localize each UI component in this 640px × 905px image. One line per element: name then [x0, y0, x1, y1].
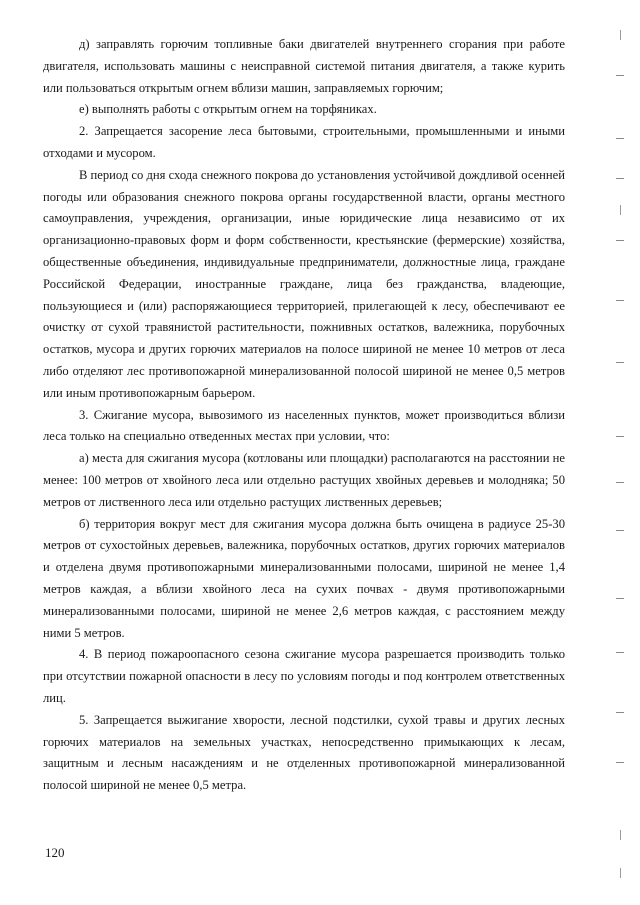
- margin-tick: [616, 300, 624, 301]
- paragraph-item-2-littering: 2. Запрещается засорение леса бытовыми, строительными, промышленными и иными отходами и мусором.: [43, 124, 565, 160]
- paragraph-peat-fire: е) выполнять работы с открытым огнем на торфяниках.: [79, 102, 377, 117]
- paragraph-fueling: д) заправлять горючим топливные баки двигателей внутреннего сгорания при работе двигателя, использовать машины с неисправной системой питания двигателя, а также курить или пользоваться открытым огнем вблизи машин, заправляемых горючим;: [43, 37, 565, 95]
- page-number: 120: [45, 845, 65, 860]
- margin-tick: [620, 830, 621, 840]
- paragraph-subitem-a-distance: а) места для сжигания мусора (котлованы или площадки) располагаются на расстоянии не менее: 100 метров от хвойного леса или отдельно растущих хвойных деревьев и молодняка; 50 метров от лиственного леса или отдельно растущих лиственных деревьев;: [43, 451, 565, 509]
- paragraph-item-4-fire-season: 4. В период пожароопасного сезона сжигание мусора разрешается производить только при отсутствии пожарной опасности в лесу по условиям погоды и под контролем ответственных лиц.: [43, 647, 565, 705]
- margin-tick: [616, 75, 624, 76]
- margin-tick: [616, 762, 624, 763]
- margin-tick: [616, 652, 624, 653]
- margin-tick: [616, 178, 624, 179]
- margin-tick: [620, 205, 621, 215]
- margin-tick: [620, 868, 621, 878]
- margin-tick: [616, 712, 624, 713]
- margin-tick: [616, 240, 624, 241]
- paragraph-subitem-b-territory: б) территория вокруг мест для сжигания мусора должна быть очищена в радиусе 25-30 метров от сухостойных деревьев, валежника, порубочных остатков, других горючих материалов и отделена двумя противопожарными минерализованными полосами, шириной не менее 1,4 метров каждая, а вблизи хвойного леса на сухих почвах - двумя противопожарными минерализованными полосами, шириной не менее 2,6 метров каждая, с расстоянием между ними 5 метров.: [43, 516, 565, 640]
- margin-tick: [616, 530, 624, 531]
- paragraph-clearing-period: В период со дня схода снежного покрова до установления устойчивой дождливой осенней погоды или образования снежного покрова органы государственной власти, органы местного самоуправления, учреждения, организации, иные юридические лица независимо от их организационно-правовых форм и форм собственности, крестьянские (фермерские) хозяйства, общественные объединения, индивидуальные предприниматели, должностные лица, граждане Российской Федерации, иностранные граждане, лица без гражданства, владеющие, пользующиеся и (или) распоряжающиеся территорией, прилегающей к лесу, обеспечивают ее очистку от сухой травянистой растительности, пожнивных остатков, валежника, порубочных остатков, мусора и других горючих материалов на полосе шириной не менее 10 метров от леса либо отделяют лес противопожарной минерализованной полосой шириной не менее 0,5 метров или иным противопожарным барьером.: [43, 167, 565, 400]
- binding-margin-marks: [610, 0, 640, 905]
- margin-tick: [616, 362, 624, 363]
- margin-tick: [616, 482, 624, 483]
- margin-tick: [620, 30, 621, 40]
- margin-tick: [616, 138, 624, 139]
- document-body: [43, 34, 565, 797]
- margin-tick: [616, 436, 624, 437]
- paragraph-item-3-burning: 3. Сжигание мусора, вывозимого из населенных пунктов, может производиться вблизи леса только на специально отведенных местах при условии, что:: [43, 407, 565, 444]
- paragraph-item-5-burning-ban: 5. Запрещается выжигание хворости, лесной подстилки, сухой травы и других лесных горючих материалов на земельных участках, непосредственно примыкающих к лесам, защитным и лесным насаждениям и не отделенных противопожарной минерализованной полосой шириной не менее 0,5 метра.: [43, 712, 565, 793]
- margin-tick: [616, 598, 624, 599]
